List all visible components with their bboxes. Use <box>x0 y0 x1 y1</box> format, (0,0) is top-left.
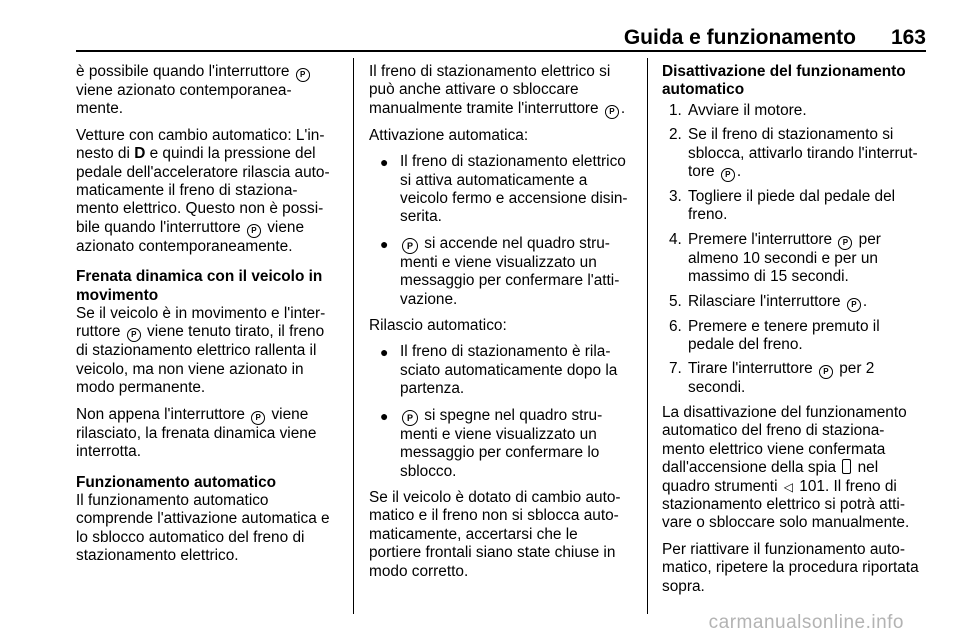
list-item: 4. Premere l'interruttore P per almeno 10 secondi e per un massimo di 15 secondi. <box>669 230 881 286</box>
bullet-icon: ● <box>380 154 389 171</box>
bullet-list <box>369 153 634 309</box>
paragraph: Non appena l'interruttore P viene rilasciato, la frenata dinamica viene interrotta. <box>76 405 317 461</box>
brake-switch-icon: P <box>296 68 310 82</box>
section-heading: Disattivazione del funzionamento automatico <box>662 63 906 99</box>
chapter-title: Guida e funzionamento <box>623 26 856 49</box>
bullet-icon: ● <box>380 344 389 361</box>
header-rule <box>76 50 926 52</box>
column-3 <box>662 63 932 604</box>
paragraph: è possibile quando l'interruttore P viene azionato contemporanea- mente. <box>76 63 344 119</box>
brake-switch-icon: P <box>251 411 265 425</box>
bullet-icon: ● <box>380 235 389 252</box>
paragraph: Il funzionamento automatico comprende l'attivazione automatica e lo sblocco automatico del freno di stazionamento elettrico. <box>76 491 330 565</box>
list-label: Attivazione automatica: <box>369 126 529 144</box>
list-item: ● P si accende nel quadro stru- menti e viene visualizzato un messaggio per confermare l'atti- vazione. <box>380 234 620 308</box>
page-header <box>76 22 926 52</box>
numbered-list <box>662 102 932 398</box>
brake-switch-icon: P <box>127 328 141 342</box>
column-2 <box>369 63 634 589</box>
column-divider-2 <box>647 58 648 614</box>
brake-switch-icon: P <box>847 298 861 312</box>
paragraph: Per riattivare il funzionamento auto- matico, ripetere la procedura riportata sopra. <box>662 540 919 595</box>
section-heading: Funzionamento automatico <box>76 473 277 491</box>
bullet-list <box>369 343 634 480</box>
list-item: 5. Rilasciare l'interruttore P . <box>669 292 868 310</box>
auto-hold-lamp-icon <box>842 459 851 474</box>
list-item: ● P si spegne nel quadro stru- menti e viene visualizzato un messaggio per confermare lo sblocco. <box>380 406 603 480</box>
list-item: ● Il freno di stazionamento elettrico si attiva automaticamente a veicolo fermo e accensione disin- serita. <box>380 153 628 226</box>
column-divider-1 <box>353 58 354 614</box>
parking-brake-lamp-icon: P <box>402 410 418 426</box>
brake-switch-icon: P <box>838 236 852 250</box>
section-heading: Frenata dinamica con il veicolo in movimento <box>76 268 323 304</box>
list-item: ● Il freno di stazionamento è rila- sciato automaticamente dopo la partenza. <box>380 343 618 398</box>
bullet-icon: ● <box>380 407 389 424</box>
list-item: 3. Togliere il piede dal pedale del freno. <box>669 188 896 224</box>
list-item: 1. Avviare il motore. <box>669 101 807 119</box>
column-1 <box>76 63 344 574</box>
brake-switch-icon: P <box>247 224 261 238</box>
list-item: 7. Tirare l'interruttore P per 2 secondi. <box>669 360 875 397</box>
page-number: 163 <box>890 26 926 49</box>
brake-switch-icon: P <box>819 365 833 379</box>
paragraph: La disattivazione del funzionamento automatico del freno di staziona- mento elettrico viene confermata dall'accensione della spia nel quadro strumenti ◁ 101. Il freno di stazionamento elettrico si potrà atti- vare o sbloccare solo manualmente. <box>662 403 910 532</box>
paragraph: Se il veicolo è dotato di cambio auto- matico e il freno non si sblocca auto- maticamente, accertarsi che le portiere frontali siano state chiuse in modo corretto. <box>369 488 621 580</box>
watermark: carmanualsonline.info <box>708 612 904 633</box>
paragraph: Vetture con cambio automatico: L'in- nesto di D e quindi la pressione del pedale dell'acceleratore rilascia auto- maticamente il freno di staziona- mento elettrico. Questo non è possi- bile quando l'interruttore P viene azionato contemporaneamente. <box>76 126 330 255</box>
paragraph: Il freno di stazionamento elettrico si può anche attivare o sbloccare manualmente tramite l'interruttore P . <box>369 63 626 117</box>
list-item: 6. Premere e tenere premuto il pedale del freno. <box>669 317 880 354</box>
brake-switch-icon: P <box>721 168 735 182</box>
page-reference-icon[interactable]: ◁ <box>783 479 794 494</box>
list-label: Rilascio automatico: <box>369 317 507 335</box>
brake-switch-icon: P <box>605 105 619 119</box>
list-item: 2. Se il freno di stazionamento si sblocca, attivarlo tirando l'interrut- tore P . <box>669 126 918 181</box>
parking-brake-lamp-icon: P <box>402 238 418 254</box>
paragraph: Se il veicolo è in movimento e l'inter- ruttore P viene tenuto tirato, il freno di stazionamento elettrico rallenta il veicolo, ma non viene azionato in modo permanente. <box>76 305 326 397</box>
